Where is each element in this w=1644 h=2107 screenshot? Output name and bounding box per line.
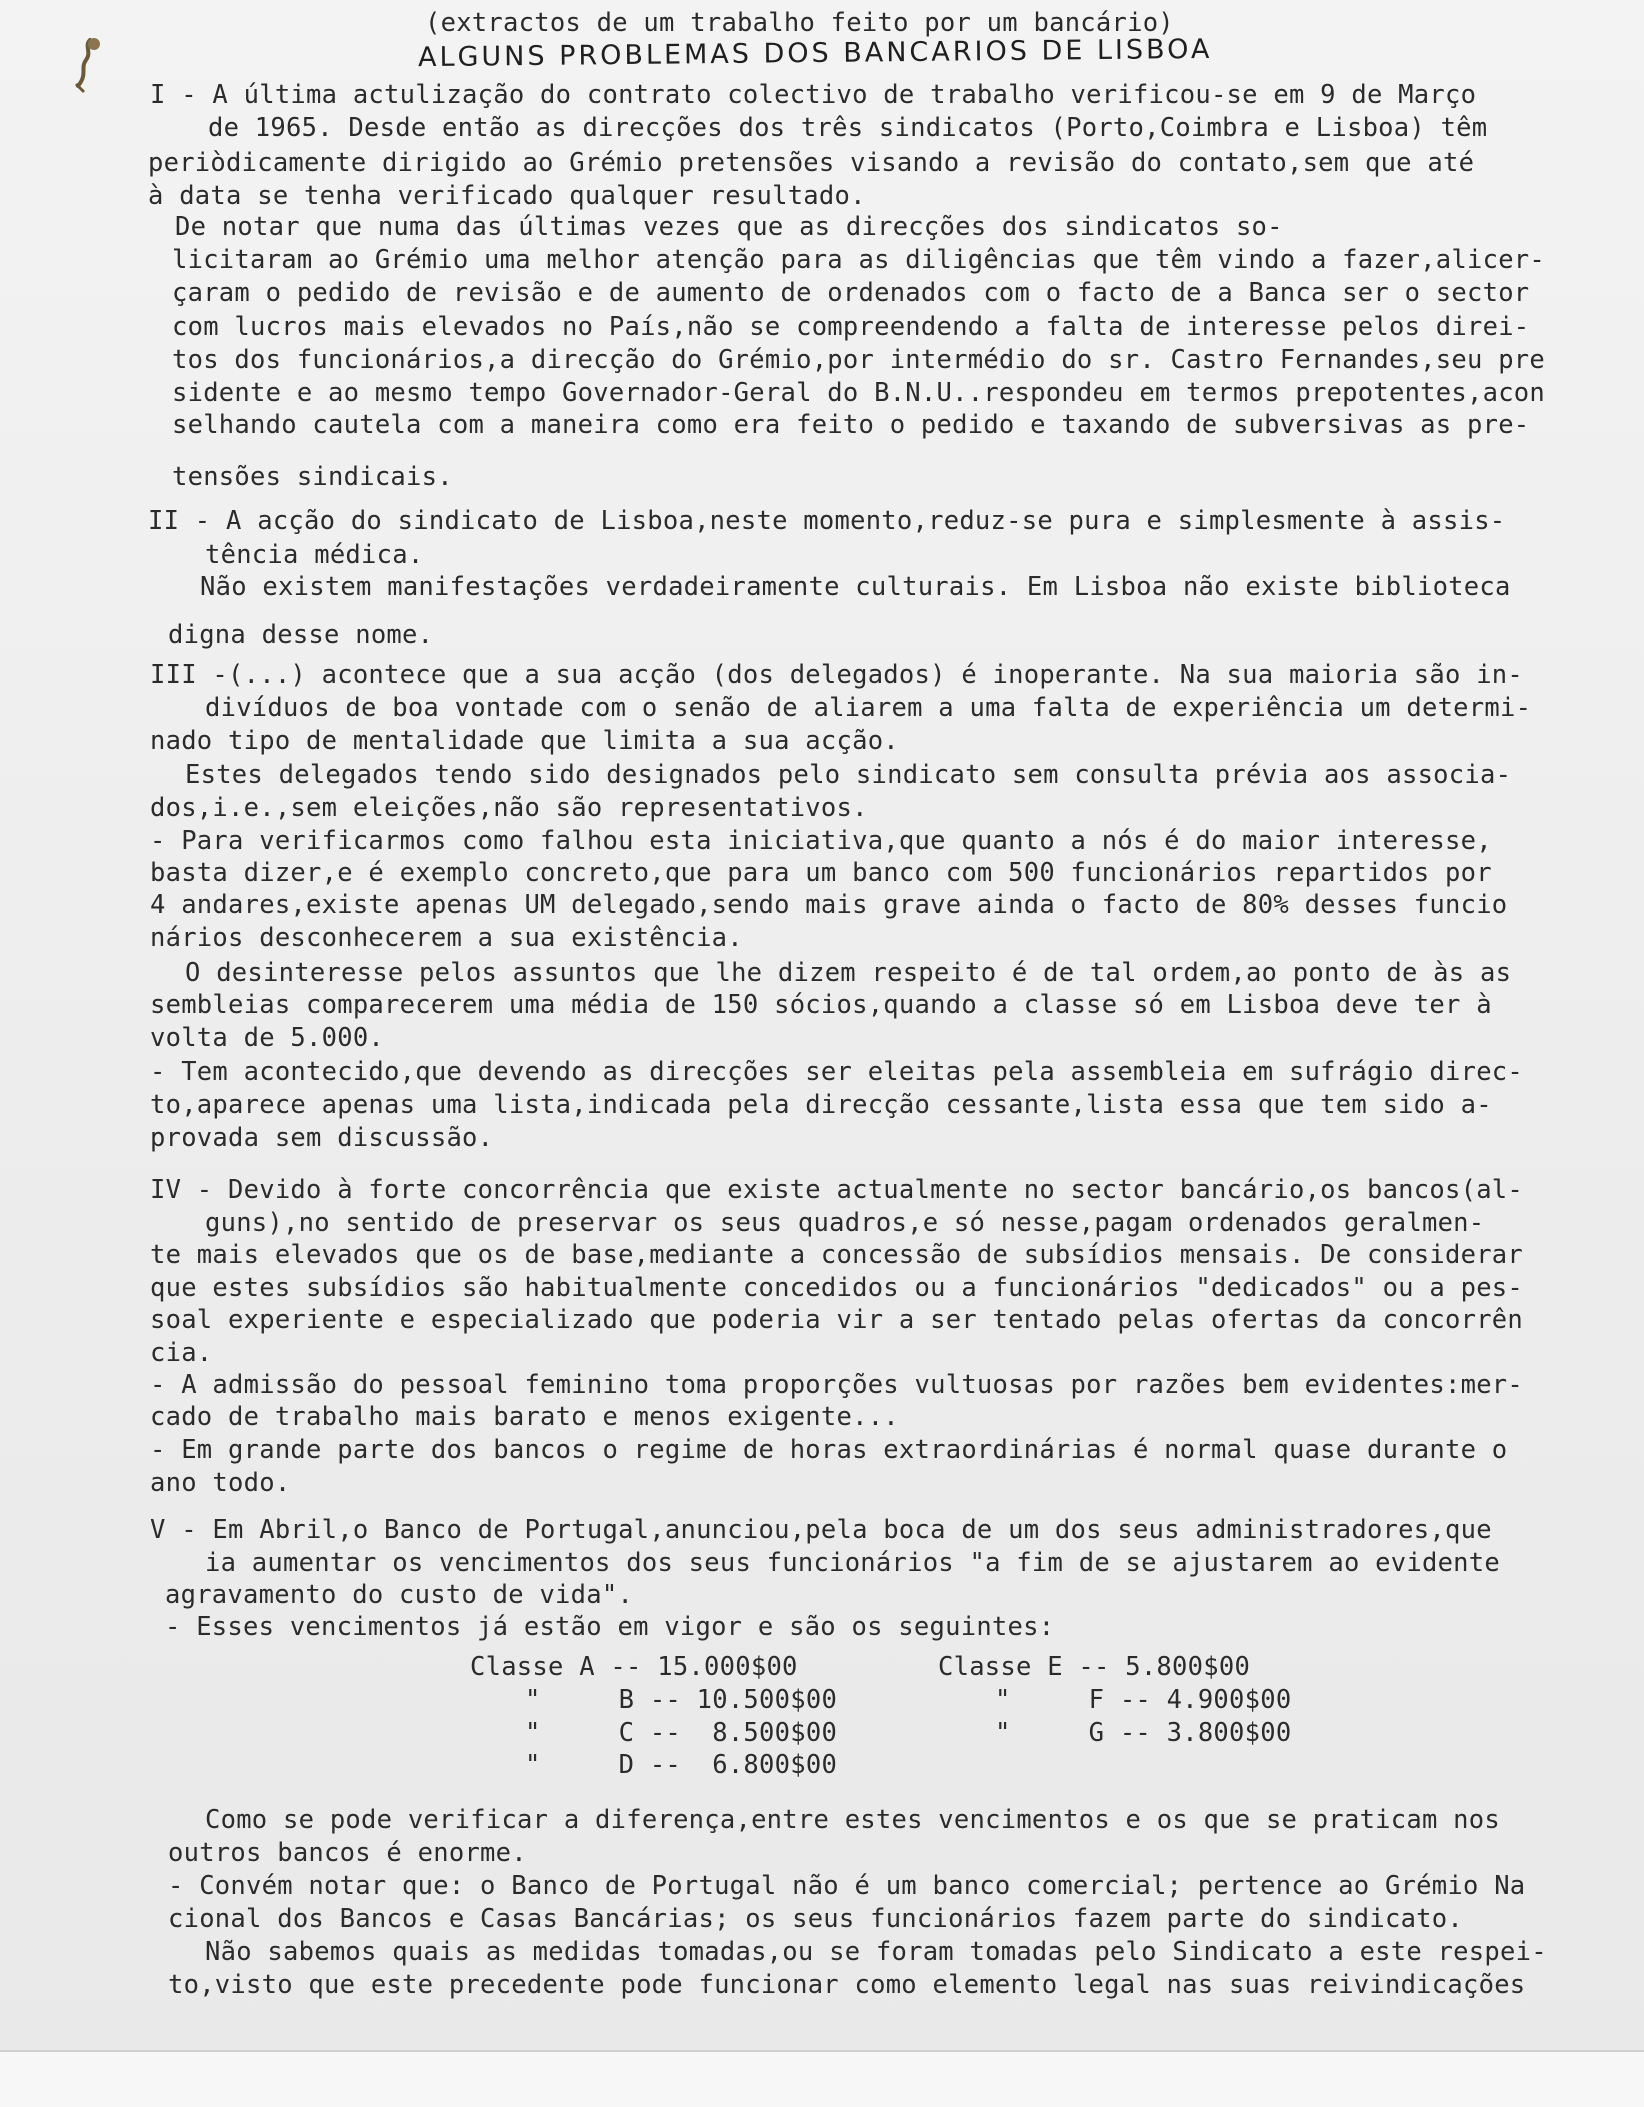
text-line: dos,i.e.,sem eleições,não são representativos. (150, 793, 868, 823)
text-line: ia aumentar os vencimentos dos seus funcionários "a fim de se ajustarem ao evidente (205, 1548, 1500, 1578)
text-line: outros bancos é enorme. (168, 1838, 527, 1868)
text-line: cia. (150, 1338, 213, 1368)
text-line: sembleias comparecerem uma média de 150 sócios,quando a classe só em Lisboa deve ter à (150, 990, 1492, 1020)
text-line: - Para verificarmos como falhou esta iniciativa,que quanto a nós é do maior interesse, (150, 826, 1492, 856)
text-line: to,visto que este precedente pode funcionar como elemento legal nas suas reivindicações (168, 1970, 1526, 2000)
text-line: - A admissão do pessoal feminino toma proporções vultuosas por razões bem evidentes:mer- (150, 1370, 1524, 1400)
text-line: III -(...) acontece que a sua acção (dos delegados) é inoperante. Na sua maioria são in- (150, 660, 1524, 690)
salary-row: " C -- 8.500$00 (525, 1718, 838, 1748)
text-line: Não sabemos quais as medidas tomadas,ou se foram tomadas pelo Sindicato a este respei- (205, 1937, 1547, 1967)
text-line: - Tem acontecido,que devendo as direcções ser eleitas pela assembleia em sufrágio direc- (150, 1057, 1524, 1087)
text-line: Não existem manifestações verdadeiramente culturais. Em Lisboa não existe biblioteca (200, 572, 1511, 602)
document-subtitle: (extractos de um trabalho feito por um bancário) (425, 8, 1174, 38)
text-line: cado de trabalho mais barato e menos exigente... (150, 1402, 899, 1432)
text-line: de 1965. Desde então as direcções dos três sindicatos (Porto,Coimbra e Lisboa) têm (208, 113, 1488, 143)
text-line: O desinteresse pelos assuntos que lhe dizem respeito é de tal ordem,ao ponto de às as (185, 958, 1512, 988)
text-line: tos dos funcionários,a direcção do Grémio,por intermédio do sr. Castro Fernandes,seu pre (172, 345, 1546, 375)
text-line: V - Em Abril,o Banco de Portugal,anunciou,pela boca de um dos seus administradores,que (150, 1515, 1492, 1545)
text-line: provada sem discussão. (150, 1123, 494, 1153)
text-line: 4 andares,existe apenas UM delegado,sendo mais grave ainda o facto de 80% desses funcio (150, 890, 1508, 920)
page-bottom-edge (0, 2050, 1644, 2107)
salary-row: Classe A -- 15.000$00 (470, 1652, 798, 1682)
text-line: basta dizer,e é exemplo concreto,que para um banco com 500 funcionários repartidos por (150, 858, 1492, 888)
text-line: - Esses vencimentos já estão em vigor e são os seguintes: (165, 1612, 1055, 1642)
text-line: sidente e ao mesmo tempo Governador-Geral do B.N.U..respondeu em termos prepotentes,acon (172, 378, 1546, 408)
text-line: selhando cautela com a maneira como era feito o pedido e taxando de subversivas as pre- (172, 410, 1530, 440)
text-line: I - A última actulização do contrato colectivo de trabalho verificou-se em 9 de Março (150, 80, 1477, 110)
text-line: nado tipo de mentalidade que limita a sua acção. (150, 726, 899, 756)
salary-row: " G -- 3.800$00 (995, 1718, 1292, 1748)
text-line: à data se tenha verificado qualquer resultado. (148, 181, 866, 211)
text-line: licitaram ao Grémio uma melhor atenção para as diligências que têm vindo a fazer,alicer- (172, 245, 1546, 275)
text-line: De notar que numa das últimas vezes que as direcções dos sindicatos so- (175, 212, 1283, 242)
salary-row: " F -- 4.900$00 (995, 1685, 1292, 1715)
text-line: divíduos de boa vontade com o senão de aliarem a uma falta de experiência um determi- (205, 693, 1532, 723)
salary-row: " D -- 6.800$00 (525, 1750, 838, 1780)
text-line: to,aparece apenas uma lista,indicada pela direcção cessante,lista essa que tem sido a- (150, 1090, 1492, 1120)
text-line: - Em grande parte dos bancos o regime de horas extraordinárias é normal quase durante o (150, 1435, 1508, 1465)
text-line: com lucros mais elevados no País,não se compreendendo a falta de interesse pelos direi- (172, 312, 1530, 342)
text-line: cional dos Bancos e Casas Bancárias; os seus funcionários fazem parte do sindicato. (168, 1904, 1463, 1934)
text-line: tensões sindicais. (172, 462, 453, 492)
text-line: soal experiente e especializado que poderia vir a ser tentado pelas ofertas da concorrên (150, 1305, 1524, 1335)
text-line: - Convém notar que: o Banco de Portugal não é um banco comercial; pertence ao Grémio Na (168, 1871, 1526, 1901)
text-line: Estes delegados tendo sido designados pelo sindicato sem consulta prévia aos associa- (185, 760, 1512, 790)
text-line: ano todo. (150, 1468, 291, 1498)
salary-row: " B -- 10.500$00 (525, 1685, 838, 1715)
text-line: volta de 5.000. (150, 1023, 385, 1053)
text-line: agravamento do custo de vida". (165, 1580, 634, 1610)
text-line: periòdicamente dirigido ao Grémio pretensões visando a revisão do contato,sem que até (148, 148, 1475, 178)
text-line: tência médica. (205, 540, 424, 570)
text-line: digna desse nome. (168, 620, 434, 650)
text-line: IV - Devido à forte concorrência que existe actualmente no sector bancário,os bancos(al- (150, 1175, 1524, 1205)
text-line: II - A acção do sindicato de Lisboa,neste momento,reduz-se pura e simplesmente à assis- (148, 506, 1506, 536)
staple-pin-icon (62, 34, 122, 104)
text-line: çaram o pedido de revisão e de aumento de ordenados com o facto de a Banca ser o sector (172, 278, 1530, 308)
text-line: guns),no sentido de preservar os seus quadros,e só nesse,pagam ordenados geralmen- (205, 1208, 1485, 1238)
text-line: nários desconhecerem a sua existência. (150, 923, 743, 953)
document-title: ALGUNS PROBLEMAS DOS BANCARIOS DE LISBOA (417, 33, 1213, 74)
text-line: que estes subsídios são habitualmente concedidos ou a funcionários "dedicados" ou a pes- (150, 1273, 1524, 1303)
text-line: te mais elevados que os de base,mediante a concessão de subsídios mensais. De considerar (150, 1240, 1524, 1270)
salary-row: Classe E -- 5.800$00 (938, 1652, 1251, 1682)
text-line: Como se pode verificar a diferença,entre estes vencimentos e os que se praticam nos (205, 1805, 1500, 1835)
